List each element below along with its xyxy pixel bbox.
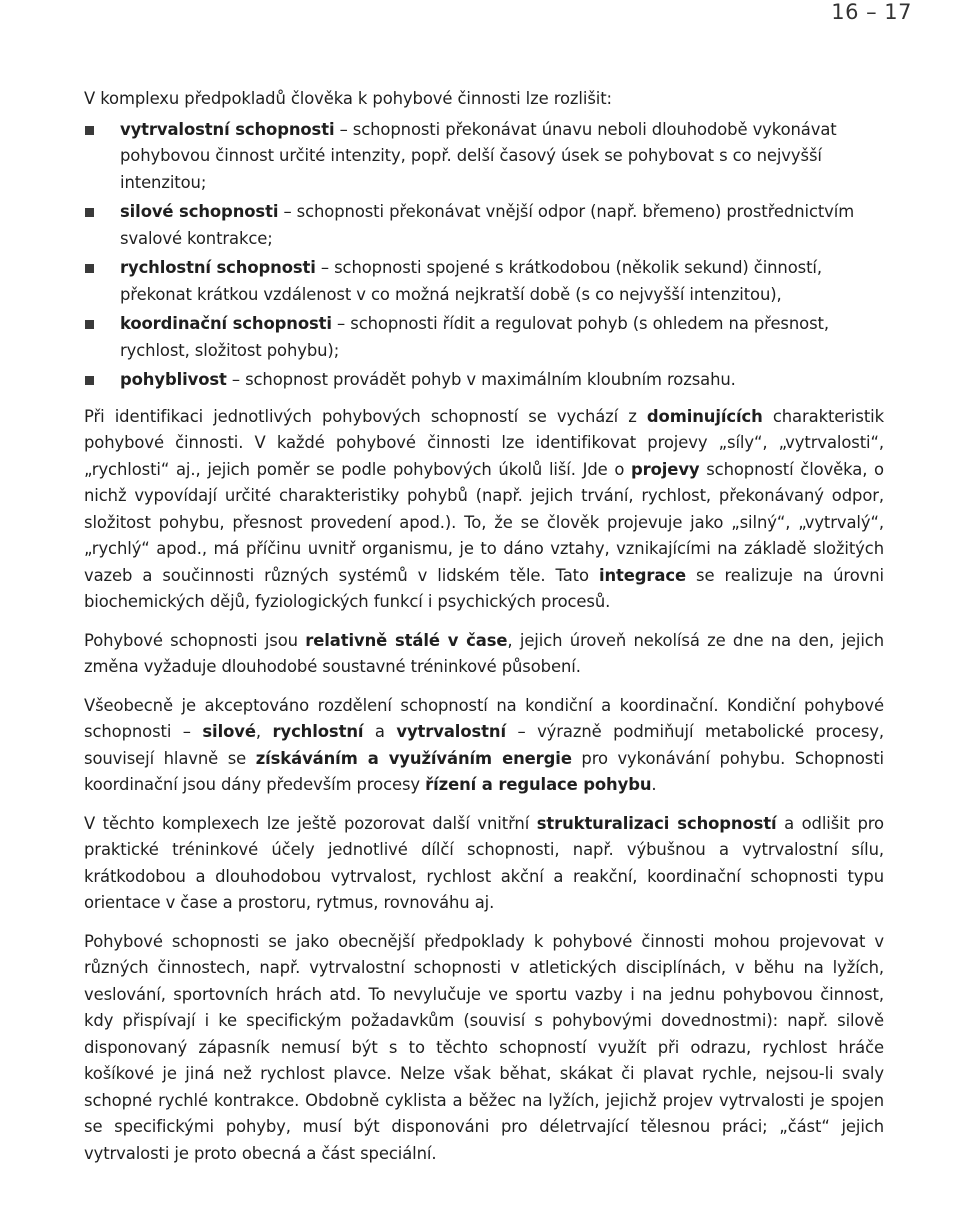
document-body: [84, 86, 884, 1179]
text-run: – výrazně podmiňují metabolické procesy, souvisejí hlavně se: [84, 722, 884, 768]
list-item: [84, 367, 884, 394]
text-run: a: [363, 722, 397, 741]
emphasis: vytrvalostní: [396, 722, 506, 741]
paragraph-general-prerequisites: Pohybové schopnosti se jako obecnější předpoklady k pohybové činnosti mohou projevovat v různých činnostech, např. vytrvalostní schopnosti v atletických disciplínách, v běhu na lyžích, veslování, sportovních hrách atd. To nevylučuje ve sportu vazby i na jednu pohybovou činnost, kdy přispívají i ke specifickým požadavkům (souvisí s pohybovými dovednostmi): např. silově disponovaný zápasník nemusí být s to těchto schopností využít při odrazu, rychlost hráče košíkové je jiná než rychlost plavce. Nelze však běhat, skákat či plavat rychle, nejsou-li svaly schopné rychlé kontrakce. Obdobně cyklista a běžec na lyžích, jejichž projev vytrvalosti je spojen se specifickými pohyby, musí být disponováni pro déletrvající tělesnou práci; „část“ jejich vytrvalosti je proto obecná a část speciální.: [84, 931, 884, 1163]
bullet-term: pohyblivost: [120, 370, 227, 389]
emphasis: silové: [202, 722, 256, 741]
emphasis: strukturalizaci schopností: [536, 813, 777, 833]
list-item: [84, 199, 884, 252]
text-run: Při identifikaci jednotlivých pohybových schopností se vychází z: [84, 406, 647, 426]
bullet-square-icon: [85, 320, 94, 329]
emphasis: integrace: [598, 565, 687, 585]
bullet-text: – schopnosti spojené s krátkodobou (několik sekund) činností, překonat krátkou vzdálenost v co možná nejkratší době (s co nejvyšší intenzitou),: [120, 258, 822, 304]
intro-line: V komplexu předpokladů člověka k pohybové činnosti lze rozlišit:: [84, 89, 612, 108]
paragraph-identification: [84, 404, 884, 616]
text-run: Všeobecně je akceptováno rozdělení schopností na kondiční a koordinační. Kondiční pohybové schopnosti –: [84, 695, 884, 741]
bullet-square-icon: [85, 264, 94, 273]
bullet-text: – schopnosti řídit a regulovat pohyb (s ohledem na přesnost, rychlost, složitost pohybu);: [120, 314, 829, 360]
bullet-term: vytrvalostní schopnosti: [120, 119, 335, 139]
text-run: ,: [255, 722, 273, 741]
bullet-square-icon: [85, 376, 94, 385]
text-run: charakteristik pohybové činnosti. V každé pohybové činnosti lze identifikovat projevy „síly“, „vytrvalosti“, „rychlosti“ aj., jejich poměr se podle pohybových úkolů liší. Jde o: [84, 406, 884, 479]
text-run: , jejich úroveň nekolísá ze dne na den, jejich změna vyžaduje dlouhodobé soustavné tréninkové působení.: [84, 630, 884, 676]
bullet-text: – schopnosti překonávat vnější odpor (např. břemeno) prostřednictvím svalové kontrakce;: [120, 202, 855, 248]
emphasis: projevy: [631, 459, 700, 479]
list-item: [84, 255, 884, 308]
emphasis: relativně stálé v čase: [305, 630, 508, 650]
paragraph-stability: [84, 628, 884, 681]
list-item: [84, 311, 884, 364]
bullet-square-icon: [85, 208, 94, 217]
text-run: .: [651, 775, 657, 794]
text-run: pro vykonávání pohybu. Schopnosti koordinační jsou dány především procesy: [84, 748, 885, 794]
text-run: a odlišit pro praktické tréninkové účely jednotlivé dílčí schopnosti, např. výbušnou a vytrvalostní sílu, krátkodobou a dlouhodobou vytrvalost, rychlost akční a reakční, koordinační schopnosti typu orientace v čase a prostoru, rytmus, rovnováhu aj.: [84, 813, 884, 912]
emphasis: získáváním a využíváním energie: [255, 748, 572, 768]
emphasis: dominujících: [646, 406, 763, 426]
text-run: schopností člověka, o nichž vypovídají určité charakteristiky pohybů (např. jejich trvání, rychlost, překonávaný odpor, složitost pohybu, přesnost provedení apod.). To, že se člověk projevuje jako „silný“, „vytrvalý“, „rychlý“ apod., má příčinu uvnitř organismu, je to dáno vztahy, vznikajícími na základě složitých vazeb a součinnosti různých systémů v lidském těle. Tato: [84, 459, 884, 585]
bullet-term: rychlostní schopnosti: [120, 258, 316, 277]
list-item: [84, 117, 884, 197]
emphasis: řízení a regulace pohybu: [425, 775, 652, 794]
bullet-list: [84, 117, 884, 394]
bullet-text: – schopnost provádět pohyb v maximálním kloubním rozsahu.: [226, 370, 736, 389]
text-run: V těchto komplexech lze ještě pozorovat další vnitřní: [84, 813, 537, 833]
text-run: Pohybové schopnosti jsou: [84, 630, 306, 650]
text-run: se realizuje na úrovni biochemických dějů, fyziologických funkcí i psychických procesů.: [84, 565, 884, 611]
page-number: 16 – 17: [831, 0, 912, 24]
bullet-term: silové schopnosti: [120, 202, 279, 221]
bullet-term: koordinační schopnosti: [120, 314, 332, 333]
paragraph-structuralization: [84, 811, 884, 917]
emphasis: rychlostní: [272, 722, 364, 741]
bullet-text: – schopnosti překonávat únavu neboli dlouhodobě vykonávat pohybovou činnost určité intenzity, popř. delší časový úsek se pohybovat s co nejvyšší intenzitou;: [120, 119, 837, 192]
paragraph-division: [84, 693, 884, 799]
bullet-square-icon: [85, 126, 94, 135]
